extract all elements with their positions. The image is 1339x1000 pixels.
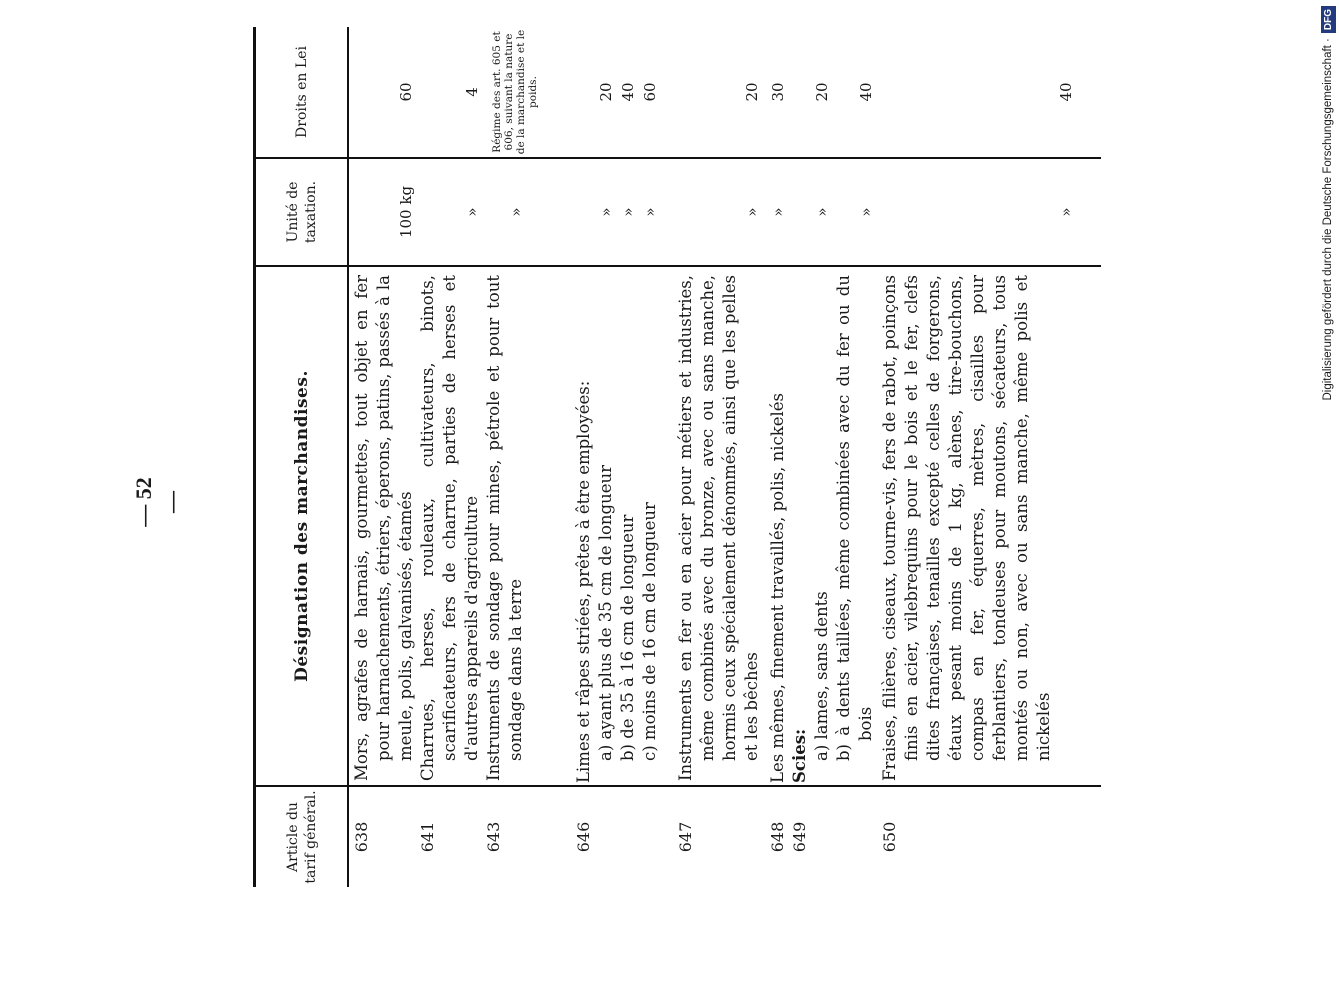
unit-value: » — [597, 207, 615, 217]
unit-value: » — [769, 207, 787, 217]
duty-note: Régime des art. 605 et 606, suivant la nature de la marchandise et le poids. — [491, 29, 539, 155]
duty-value: 30 — [769, 82, 787, 102]
designation-entry: Mors, agrafes de harnais, gourmettes, tout objet en fer pour harnachements, étriers, éperons, patins, passés à la meule, polis, galvanisés, étamés — [352, 275, 415, 781]
designation-entry: Limes et râpes striées, prêtes à être employées: — [574, 380, 593, 783]
article-number: 646 — [574, 821, 593, 853]
unit-value: » — [641, 207, 659, 217]
duty-value: 20 — [813, 82, 831, 102]
duty-value: 40 — [857, 82, 875, 102]
tariff-table — [253, 29, 1101, 887]
unit-value: » — [857, 207, 875, 217]
duty-column — [349, 27, 1101, 157]
article-number: 650 — [880, 821, 899, 853]
digitization-credit — [1317, 6, 1339, 416]
designation-entry: Instruments en fer ou en acier pour métiers et industries, même combinés avec du bronze, avec ou sans manche, hormis ceux spécialement dénommés, ainsi que les pelles et les bêches — [676, 275, 761, 781]
designation-entry: Instruments de sondage pour mines, pétrole et pour tout sondage dans la terre — [484, 275, 525, 781]
unit-value: » — [463, 207, 481, 217]
page-number: — 52 — — [131, 477, 184, 527]
unit-value: » — [507, 207, 525, 217]
credit-text: Digitalisierung gefördert durch die Deutsche Forschungsgemeinschaft · — [1322, 38, 1334, 401]
designation-entry: Charrues, herses, rouleaux, cultivateurs, binots, scarificateurs, fers de charrue, parties de herses et d'autres appareils d'agriculture — [418, 275, 481, 781]
designation-subentry: b) de 35 à 16 cm de longueur — [618, 514, 637, 761]
article-number: 641 — [418, 821, 437, 853]
designation-subentry: a) lames, sans dents — [812, 591, 831, 761]
unit-column — [349, 157, 1101, 265]
duty-value: 60 — [641, 82, 659, 102]
duty-value: 40 — [1057, 82, 1075, 102]
article-number: 647 — [676, 821, 695, 853]
article-number: 638 — [352, 821, 371, 853]
unit-value: 100 kg — [397, 185, 415, 239]
duty-value: 20 — [743, 82, 761, 102]
header-designation: Désignation des marchandises. — [253, 265, 349, 785]
designation-subentry: c) moins de 16 cm de longueur — [640, 502, 659, 761]
duty-value: 4 — [463, 87, 481, 97]
designation-entry: Fraises, filières, ciseaux, tourne-vis, fers de rabot, poinçons finis en acier, vilebrequins pour le bois et le fer, clefs dites françaises, tenailles excepté celles de forgerons, étaux pesant moins de 1 kg, alènes, tire-bouchons, compas en fer, équerres, mètres, cisailles pour ferblantiers, tondeuses pour moutons, sécateurs, tous montés ou non, avec ou sans manche, même polis et nickelés — [880, 275, 1053, 781]
article-number: 648 — [768, 821, 787, 853]
article-number: 649 — [790, 821, 809, 853]
header-unit: Unité de taxation. — [253, 157, 349, 265]
duty-value: 40 — [619, 82, 637, 102]
header-article: Article du tarif général. — [253, 785, 349, 887]
designation-column — [349, 265, 1101, 785]
unit-value: » — [619, 207, 637, 217]
dfg-logo: DFG — [1321, 6, 1336, 33]
unit-value: » — [1057, 207, 1075, 217]
article-number: 643 — [484, 821, 503, 853]
unit-value: » — [743, 207, 761, 217]
designation-subentry: b) à dents taillées, même combinées avec du fer ou du bois — [834, 275, 875, 761]
designation-entry: Les mêmes, finement travaillés, polis, nickelés — [768, 392, 787, 783]
unit-value: » — [813, 207, 831, 217]
designation-entry: Scies: — [790, 728, 809, 783]
designation-subentry: a) ayant plus de 35 cm de longueur — [596, 464, 615, 761]
header-duty: Droits en Lei — [253, 27, 349, 157]
duty-value: 20 — [597, 82, 615, 102]
article-column — [349, 785, 1101, 887]
duty-value: 60 — [397, 82, 415, 102]
